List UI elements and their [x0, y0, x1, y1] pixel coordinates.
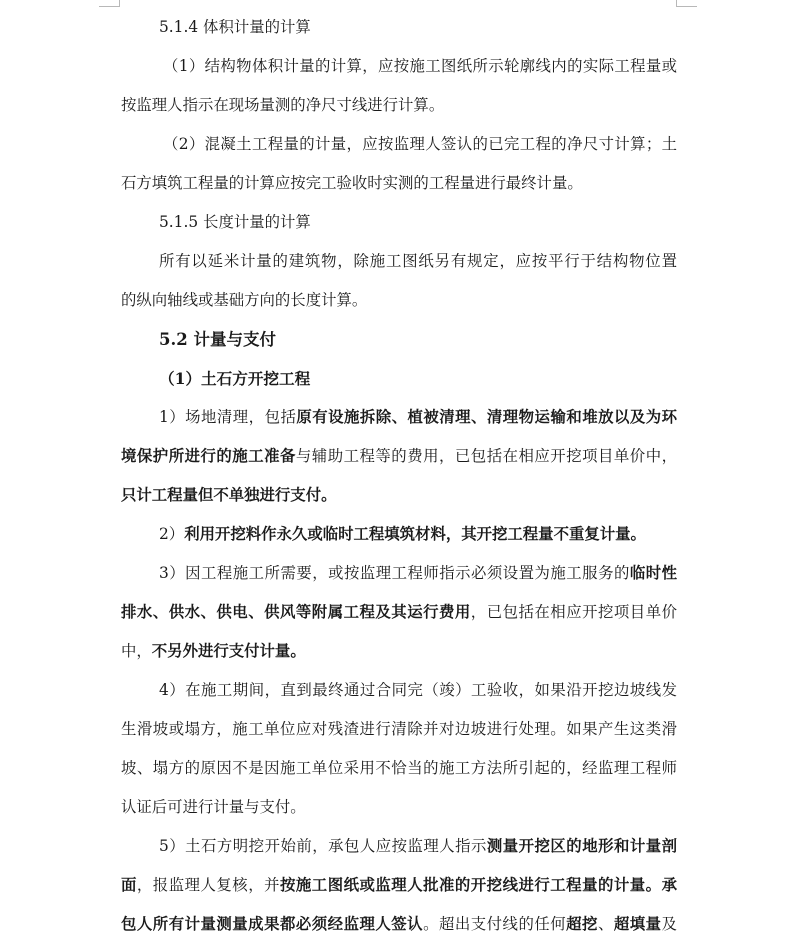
paragraph-line: 按监理人指示在现场量测的净尺寸线进行计算。 [121, 96, 445, 114]
page-corner-mark-right [676, 0, 697, 7]
paragraph-line [121, 827, 677, 866]
subheading-earthwork-excavation: （1）土石方开挖工程 [159, 369, 311, 388]
bold-span: 超填量 [613, 915, 662, 933]
paragraph-line [121, 905, 677, 944]
bold-span: 测量开挖区的地形和计量剖 [486, 837, 677, 855]
bold-span: 不另外进行支付计量。 [151, 642, 306, 660]
heading-5-1-4: 5.1.4 体积计量的计算 [159, 18, 311, 36]
text-span: ，报监理人复核，并 [136, 876, 280, 894]
text-span: 。超出支付线的任何 [423, 915, 567, 933]
paragraph-line [121, 476, 677, 515]
paragraph-line: 4）在施工期间，直到最终通过合同完（竣）工验收，如果沿开挖边坡线发 [159, 681, 677, 699]
text-span: 、 [597, 915, 614, 933]
bold-span: 面 [121, 876, 137, 894]
bold-span: 包人所有计量测量成果都必须经监理人签认 [121, 915, 424, 933]
text-span: 2） [159, 525, 185, 543]
paragraph-line: 的纵向轴线或基础方向的长度计算。 [121, 291, 368, 309]
text-span: 5）土石方明挖开始前，承包人应按监理人指示 [159, 837, 487, 855]
bold-span: 原有设施拆除、植被清理、清理物运输和堆放以及为环 [296, 408, 677, 426]
bold-span: 排水、供水、供电、供风等附属工程及其运行费用 [121, 603, 471, 621]
paragraph-line: （1）结构物体积计量的计算，应按施工图纸所示轮廓线内的实际工程量或 [163, 57, 677, 75]
text-span: 3）因工程施工所需要，或按监理工程师指示必须设置为施工服务的 [159, 564, 630, 582]
bold-span: 超挖 [566, 915, 598, 933]
text-span: 中， [121, 642, 152, 660]
paragraph-line: 石方填筑工程量的计算应按完工验收时实测的工程量进行最终计量。 [121, 174, 583, 192]
bold-span: 只计工程量但不单独进行支付。 [121, 486, 337, 504]
paragraph-line: （2）混凝土工程量的计量，应按监理人签认的已完工程的净尺寸计算；土 [163, 135, 677, 153]
text-span: 1）场地清理，包括 [159, 408, 297, 426]
paragraph-line [121, 554, 677, 593]
page-corner-mark-left [99, 0, 120, 7]
text-span: ，已包括在相应开挖项目单价 [470, 603, 677, 621]
paragraph-line [121, 437, 677, 476]
text-span: 及 [661, 915, 677, 933]
bold-span: 按施工图纸或监理人批准的开挖线进行工程量的计量。承 [280, 876, 677, 894]
heading-5-1-5: 5.1.5 长度计量的计算 [159, 213, 311, 231]
paragraph-line: 生滑坡或塌方，施工单位应对残渣进行清除并对边坡进行处理。如果产生这类滑 [121, 720, 677, 738]
paragraph-line [121, 398, 677, 437]
paragraph-line [121, 593, 677, 632]
paragraph-line [121, 866, 677, 905]
paragraph-line [121, 632, 677, 671]
bold-span: 临时性 [629, 564, 677, 582]
heading-5-2: 5.2 计量与支付 [159, 330, 276, 349]
paragraph-line: 坡、塌方的原因不是因施工单位采用不恰当的施工方法所引起的，经监理工程师 [121, 759, 677, 777]
paragraph-line [121, 515, 677, 554]
paragraph-line: 所有以延米计量的建筑物，除施工图纸另有规定，应按平行于结构物位置 [159, 252, 677, 270]
bold-span: 利用开挖料作永久或临时工程填筑材料，其开挖工程量不重复计量。 [184, 525, 646, 543]
bold-span: 境保护所进行的施工准备 [121, 447, 296, 465]
paragraph-line: 认证后可进行计量与支付。 [121, 798, 306, 816]
document-body [121, 8, 677, 944]
text-span: 与辅助工程等的费用，已包括在相应开挖项目单价中， [295, 447, 677, 465]
